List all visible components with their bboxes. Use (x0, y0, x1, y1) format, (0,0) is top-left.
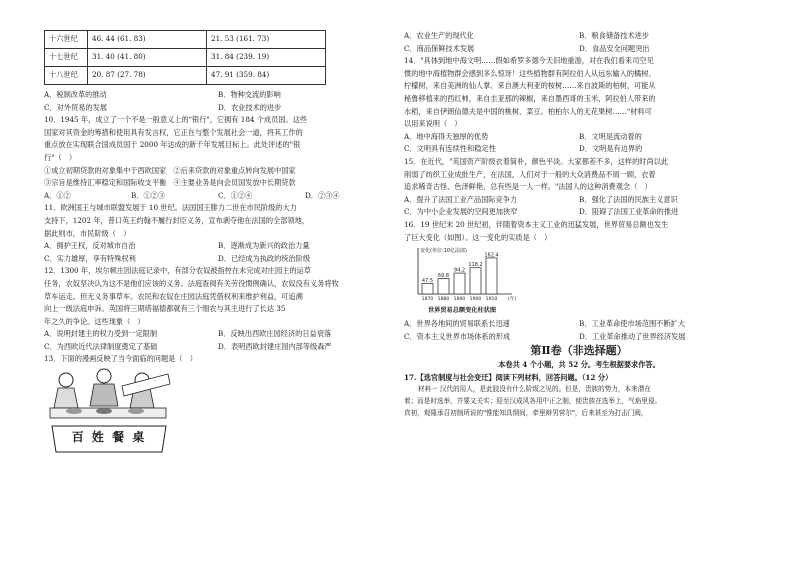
q17-material-line: 真初，观隆承召初制所说的"惟能知具纲间，牵里辩男营尔"，后来甚至为打击门阀， (404, 408, 648, 417)
q17-heading: 17.【选官制度与社会变迁】阅读下列材料，回答问题。（12 分） (404, 372, 613, 382)
bar (422, 284, 433, 295)
table-row (45, 49, 326, 67)
q10-line: 行"（ ） (44, 152, 77, 162)
q13-option-c: C．商品保鲜技术发展 (404, 43, 475, 53)
question-16 (404, 219, 754, 343)
q17-material-line: 材料一 汉代的用人，是此胶没有什么阶级之见的。但是，贵族的势力，本来潜在 (418, 385, 651, 394)
q13-options-row2 (404, 43, 754, 56)
q14-line: 14．"具体到地中海文明……假如希罗多德今天旧地重游，对在我们看来司空见 (404, 56, 654, 66)
table-cell: 31. 84 (239. 19) (207, 49, 326, 67)
bar (454, 273, 465, 294)
q14-line: 以用来说明（ ） (404, 119, 462, 129)
q12-line: 向上一级法庭申诉。英国将三期塔福德都就有三个细农与其主进行了长达 35 (44, 304, 286, 314)
table-cell: 十七世纪 (45, 49, 88, 67)
q10-options (44, 190, 392, 203)
q14-options-row2 (404, 143, 754, 156)
table-cell: 31. 40 (41. 80) (88, 49, 207, 67)
q9-option-c: C．对外贸易的发展 (44, 102, 108, 112)
q10-option-a: A．①② (44, 190, 71, 200)
q11-option-c: C．实力雄厚，享有特殊权利 (44, 253, 136, 263)
q15-option-c: C．为中小企业发展的空间更加狭窄 (404, 207, 518, 217)
q12-option-d: D．表明西欧封建庄园内部等级森严 (218, 341, 332, 351)
q13-stem: 13．下面的漫画反映了当今面临的问题是（ ） (44, 354, 197, 364)
bar (470, 268, 481, 294)
section-title: 第Ⅱ卷（非选择题） (530, 344, 628, 358)
q15-option-b: B．强化了法国的民族主义意识 (579, 194, 678, 204)
q12-option-a: A．说明封建主的权力受到一定限制 (44, 329, 158, 339)
question-15 (404, 156, 754, 219)
x-tick-label: 1880 (437, 297, 450, 303)
section-note: 本卷共 4 个小题，共 52 分。考生根据要求作答。 (498, 360, 660, 370)
q12-option-c: C．为西欧近代法律制度奠定了基础 (44, 341, 158, 351)
x-tick-label: 1870 (421, 297, 434, 303)
q12-options-row2 (44, 341, 392, 354)
q11-line: 11．欧洲国王与城市联盟发展于 10 世纪。法国国王腓力二世在市民阶级的大力 (44, 203, 297, 213)
q14-option-d: D．文明是有边界的 (579, 144, 643, 154)
q11-option-b: B．逐渐成为新兴的政治力量 (218, 241, 310, 251)
table-row (45, 31, 326, 49)
data-label: 118.2 (468, 262, 483, 269)
q9-option-a: A．税制改革的推动 (44, 90, 107, 99)
q11-option-d: D．已经成为执政的统治阶级 (218, 253, 311, 263)
q13-option-d: D．食品安全问题突出 (579, 43, 650, 53)
q15-option-a: A．提升了法国工业产品国际竞争力 (404, 194, 518, 204)
q13-options-row1 (404, 30, 754, 43)
table-cell: 21. 53 (161. 73) (207, 31, 326, 49)
data-label: 94.2 (453, 267, 466, 274)
x-axis-label: (年) (508, 297, 517, 303)
bar (438, 279, 449, 295)
q12-options-row1 (44, 328, 392, 341)
q11-option-a: A．拥护王权，反对城市自治 (44, 241, 136, 251)
table-cell: 46. 44 (61. 83) (88, 31, 207, 49)
q14-option-b: B．文明是流动着的 (579, 131, 642, 141)
q15-option-d: D．阻碍了法国工业革命的推进 (579, 207, 679, 217)
q16-option-b: B．工业革命使市场范围不断扩大 (579, 319, 685, 329)
q14-options-row1 (404, 131, 754, 144)
q16-options-row1 (404, 318, 754, 331)
data-label: 69.8 (437, 273, 450, 280)
q17-material-line: 着；而是时选举，并要又关实；迎至汉成风各用中正之制，便贵族在选举上，气焰里侵。 (404, 397, 662, 406)
q15-options-row1 (404, 194, 754, 207)
q15-line: 15．在近代，"英国资产阶级衣着简朴，颜色平淡。大家都差不多，这样的时尚以此 (404, 156, 669, 166)
q11-line: 支持下，1202 年，普口英王约翰不履行封臣义务，宣布剥夺他在法国的全部领地， (44, 215, 309, 225)
q15-line: 削弱了纺织工业成批生产，在法国，人们对于一般的大众消费品不屑一顾，衣着 (404, 169, 656, 179)
left-column (44, 0, 392, 562)
q16-option-d: D．工业革命推动了世界经济发展 (579, 331, 686, 341)
q11-options-row1 (44, 240, 392, 253)
q16-option-a: A．世界各地间的贸易联系长迅速 (404, 319, 510, 329)
q10-line: 国家对其资金的筹措和使用具有发言权，它正在与整个发展社会一道，将其工作的 (44, 127, 303, 137)
q10-option-d: D．②③④ (305, 190, 340, 200)
q14-option-a: A．地中海得天独厚的优势 (404, 131, 489, 141)
chart-title: 世界贸易总额变化柱状图 (427, 307, 497, 315)
q16-option-c: C．资本主义世界市场体系的形成 (404, 331, 511, 341)
question-10 (44, 114, 392, 202)
q12-line: 任务，农奴坚决认为这不是他们应该的义务。法庭查阅有关劳役惯例确认，农奴没有义务将牧 (44, 278, 339, 288)
table-cell: 十六世纪 (45, 31, 88, 49)
q14-line: 秘鲁移植来的西红柿，来自圭亚那的辣椒，来自墨西哥的玉米，阿拉伯人带来的 (404, 93, 656, 103)
q14-option-c: C．文明具有连续性和稳定性 (404, 144, 496, 154)
question-11 (44, 202, 392, 265)
x-tick-label: 1900 (469, 297, 482, 303)
q11-options-row2 (44, 253, 392, 266)
q12-option-b: B．反映出西欧庄园经济的日益衰落 (218, 329, 332, 339)
q9-options-row2 (44, 102, 392, 115)
q15-line: 追求稀奇古怪、色泽鲜艳，总有些是一人一样。"法国人的这种消费观念（ ） (404, 182, 652, 192)
q11-line: 据此则市，市民阶级（ ） (44, 228, 131, 238)
q10-line: ①成立初期贷款的对象集中于西欧国家 ②后来贷款的对象重点转向发展中国家 (44, 165, 296, 175)
q10-line: 重点放在实现联合国成员国于 2000 年达成的新千年发展目标上。此处评述的"银 (44, 140, 301, 150)
q13-option-a: A．农业生产的现代化 (404, 31, 474, 40)
data-table (44, 30, 326, 85)
x-tick-label: 1910 (485, 297, 498, 303)
x-tick-label: 1890 (453, 297, 466, 303)
data-label: 47.5 (421, 278, 434, 285)
q12-line: 12．1300 年，埃尔顿庄园法庭记录中，有部分农奴被指控在未完成对庄园主的运草 (44, 266, 311, 276)
q14-line: 惯的地中海植物群会感到多么惊讶！这些植物群有阿拉伯人从远东输入的橘树、 (404, 68, 656, 78)
table-cell: 十八世纪 (45, 67, 88, 85)
q16-line: 16．19 世纪末 20 世纪初，伴随着资本主义工业的迅猛发展，世界贸易总额也发生 (404, 219, 669, 229)
question-14 (404, 55, 754, 156)
q14-line: 柠檬树，来自美洲的仙人掌、来自澳大利亚的桉树……来自波斯的柏树，可能从 (404, 81, 656, 91)
data-label: 162.4 (484, 252, 499, 259)
right-column (404, 0, 754, 562)
cartoon-image (44, 366, 174, 456)
cartoon-caption: 百 姓 餐 桌 (71, 430, 147, 445)
q16-line: 了巨大变化（如图）。这一变化的实质是（ ） (404, 232, 552, 242)
table-row (45, 67, 326, 85)
table-cell: 47. 91 (359. 84) (207, 67, 326, 85)
q13-option-b: B．粮食储备技术进步 (579, 31, 649, 40)
q10-line: 10．1945 年，成立了一个不是一般意义上的"银行"，它拥有 184 个成员国。这些 (44, 115, 308, 125)
table-cell: 20. 87 (27. 78) (88, 67, 207, 85)
q9-option-d: D．农业技术的进步 (218, 102, 282, 112)
q10-option-c: C．①②④ (218, 190, 253, 200)
trade-bar-chart (404, 244, 574, 318)
q10-option-b: B．①②③ (131, 190, 166, 200)
q14-line: 水稻，来自伊朗仙德夫是中国的桃树、菜豆。柏柏尔人的无花果树……"材料可 (404, 106, 652, 116)
y-axis-label: 变化(单位:10亿法郎) (420, 248, 467, 255)
q9-option-b: B．物种交流的影响 (218, 90, 281, 99)
q9-options-row1 (44, 89, 392, 102)
q12-line: 年之久的争论。这些现象（ ） (44, 316, 145, 326)
q12-line: 草车运走。但无义务事草车。农民和农奴在庄园法庭凭借权利来维护利益，可追溯 (44, 291, 303, 301)
q10-line: ③宗旨是维持汇率稳定和国际收支平衡 ④主要业务是向会员国发放中长期贷款 (44, 178, 296, 188)
bar (486, 258, 497, 294)
q15-options-row2 (404, 206, 754, 219)
q16-options-row2 (404, 331, 754, 344)
question-12 (44, 265, 392, 353)
chart-svg (404, 244, 574, 318)
